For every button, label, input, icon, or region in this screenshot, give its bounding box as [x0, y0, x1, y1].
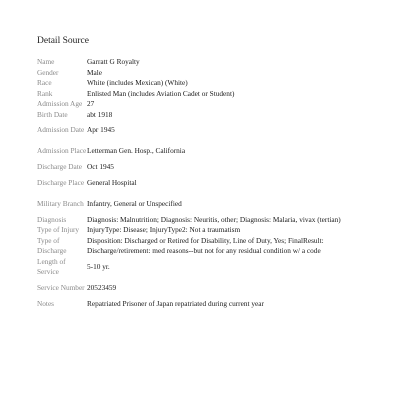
field-value: Garratt G Royalty	[87, 57, 140, 66]
field-row-gender	[37, 68, 372, 79]
field-row-birth-date	[37, 110, 372, 121]
field-value: Letterman Gen. Hosp., California	[87, 146, 186, 156]
field-row-type-of-discharge	[37, 236, 372, 257]
field-value: Disposition: Discharged or Retired for Disability, Line of Duty, Yes; FinalResult: Discharge/retirement: med reasons--but not for any residual condition w/ a code	[87, 235, 324, 255]
field-value: White (includes Mexican) (White)	[87, 78, 188, 87]
field-label: Admission Place	[37, 146, 87, 156]
field-value: Enlisted Man (includes Aviation Cadet or Student)	[87, 88, 235, 98]
field-label: Discharge Date	[37, 162, 83, 171]
field-label: Service Number	[37, 282, 85, 292]
field-value: General Hospital	[87, 177, 137, 187]
field-value: Male	[87, 67, 102, 77]
field-row-length-of-service	[37, 257, 372, 278]
field-value: 5-10 yr.	[87, 261, 110, 271]
page-title: Detail Source	[37, 36, 89, 46]
field-value: 27	[87, 99, 95, 108]
detail-fields	[37, 57, 372, 309]
field-label: Type of Injury	[37, 225, 80, 234]
field-row-discharge-date	[37, 162, 372, 173]
field-value: Apr 1945	[87, 125, 115, 135]
field-row-admission-date	[37, 120, 372, 141]
field-label: Admission Date	[37, 125, 85, 135]
field-label: Birth Date	[37, 109, 68, 119]
field-row-rank	[37, 89, 372, 100]
field-label: Type of Discharge	[37, 235, 67, 255]
field-value: Diagnosis: Malnutrition; Diagnosis: Neuritis, other; Diagnosis: Malaria, vivax (tertian)	[87, 214, 341, 224]
field-value: Repatriated Prisoner of Japan repatriated during current year	[87, 298, 264, 308]
field-value: abt 1918	[87, 109, 113, 119]
field-label: Notes	[37, 298, 55, 308]
field-row-service-number	[37, 278, 372, 299]
field-label: Admission Age	[37, 99, 83, 108]
field-value: 20523459	[87, 282, 117, 292]
field-label: Discharge Place	[37, 177, 85, 187]
field-row-diagnosis	[37, 215, 372, 226]
field-row-type-of-injury	[37, 225, 372, 236]
field-label: Name	[37, 57, 55, 66]
field-row-military-branch	[37, 194, 372, 215]
field-row-admission-age	[37, 99, 372, 110]
field-row-notes	[37, 299, 372, 310]
field-row-admission-place	[37, 141, 372, 162]
field-row-discharge-place	[37, 173, 372, 194]
field-row-name	[37, 57, 372, 68]
field-value: InjuryType: Disease; InjuryType2: Not a traumatism	[87, 225, 241, 234]
field-value: Infantry, General or Unspecified	[87, 198, 182, 208]
field-label: Rank	[37, 88, 53, 98]
field-label: Length of Service	[37, 256, 66, 276]
field-label: Diagnosis	[37, 214, 67, 224]
field-label: Gender	[37, 67, 59, 77]
field-value: Oct 1945	[87, 162, 114, 171]
field-row-race	[37, 78, 372, 89]
field-label: Race	[37, 78, 52, 87]
field-label: Military Branch	[37, 198, 84, 208]
